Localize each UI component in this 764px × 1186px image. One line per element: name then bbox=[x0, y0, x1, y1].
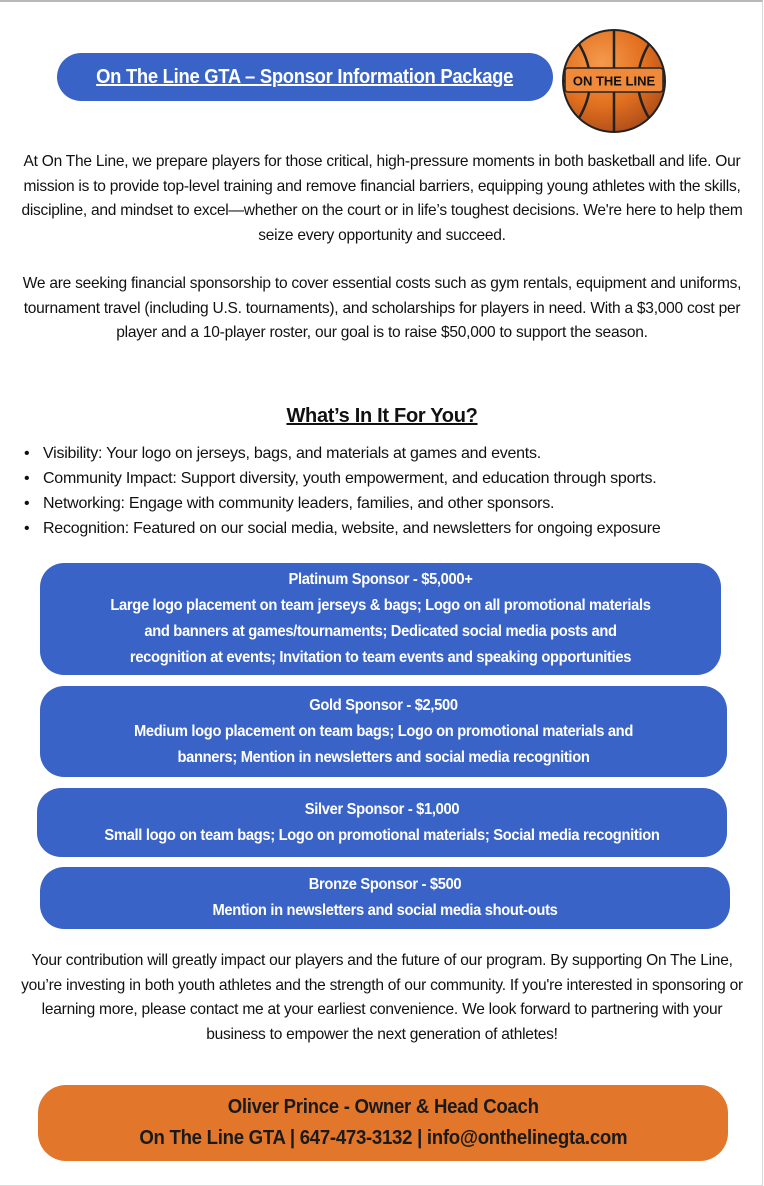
contact-details: On The Line GTA | 647-473-3132 | info@onthelinegta.com bbox=[139, 1127, 627, 1149]
benefit-item-visibility: • Visibility: Your logo on jerseys, bags, and materials at games and events. bbox=[24, 441, 754, 466]
page-title: On The Line GTA – Sponsor Information Package bbox=[96, 65, 514, 88]
tier-detail-line: Large logo placement on team jerseys & bags; Logo on all promotional materials bbox=[110, 597, 651, 614]
title-banner bbox=[57, 53, 553, 101]
tier-detail-line: Medium logo placement on team bags; Logo on promotional materials and bbox=[133, 722, 634, 740]
logo-text: ON THE LINE bbox=[572, 73, 656, 89]
benefit-item-recognition: • Recognition: Featured on our social media, website, and newsletters for ongoing exposure bbox=[24, 516, 754, 541]
sponsorship-paragraph: We are seeking financial sponsorship to cover essential costs such as gym rentals, equipment and uniforms, tournament travel (including U.S. tournaments), and scholarships for players in need. With a $3,000 cost per player and a 10-player roster, our goal is to raise $50,000 to support the season. bbox=[22, 275, 742, 341]
contact-banner bbox=[38, 1085, 728, 1161]
tier-detail-line: Mention in newsletters and social media shout-outs bbox=[212, 902, 558, 919]
basketball-logo bbox=[561, 28, 667, 134]
contact-name: Oliver Prince - Owner & Head Coach bbox=[227, 1096, 539, 1118]
tier-title: Gold Sponsor - $2,500 bbox=[309, 696, 458, 714]
tier-detail-line: Small logo on team bags; Logo on promotional materials; Social media recognition bbox=[104, 826, 660, 844]
tier-title: Bronze Sponsor - $500 bbox=[308, 876, 462, 893]
tier-detail-line: banners; Mention in newsletters and social media recognition bbox=[177, 748, 590, 766]
tier-detail-line: recognition at events; Invitation to team events and speaking opportunities bbox=[129, 649, 632, 666]
tier-title: Platinum Sponsor - $5,000+ bbox=[288, 571, 473, 588]
tier-detail-line: and banners at games/tournaments; Dedicated social media posts and bbox=[144, 623, 617, 640]
closing-paragraph: Your contribution will greatly impact our players and the future of our program. By supporting On The Line, you’re investing in both youth athletes and the strength of our community. If you're interested in sponsoring or learning more, please contact me at your earliest convenience. We look forward to partnering with your business to empower the next generation of athletes! bbox=[21, 952, 743, 1043]
tier-gold bbox=[40, 686, 727, 777]
benefit-item-community: • Community Impact: Support diversity, youth empowerment, and education through sports. bbox=[24, 466, 754, 491]
benefit-item-networking: • Networking: Engage with community leaders, families, and other sponsors. bbox=[24, 491, 754, 516]
benefits-heading: What’s In It For You? bbox=[286, 405, 478, 427]
tier-title: Silver Sponsor - $1,000 bbox=[304, 800, 460, 818]
tier-silver bbox=[37, 788, 727, 857]
tier-platinum bbox=[40, 563, 721, 675]
tier-bronze bbox=[40, 867, 730, 929]
mission-paragraph: At On The Line, we prepare players for those critical, high-pressure moments in both basketball and life. Our mission is to provide top-level training and remove financial barriers, equipping young athletes with the skills, discipline, and mindset to excel—whether on the court or in life’s toughest decisions. We're here to help them seize every opportunity and succeed. bbox=[21, 153, 743, 244]
benefits-list bbox=[24, 441, 754, 541]
